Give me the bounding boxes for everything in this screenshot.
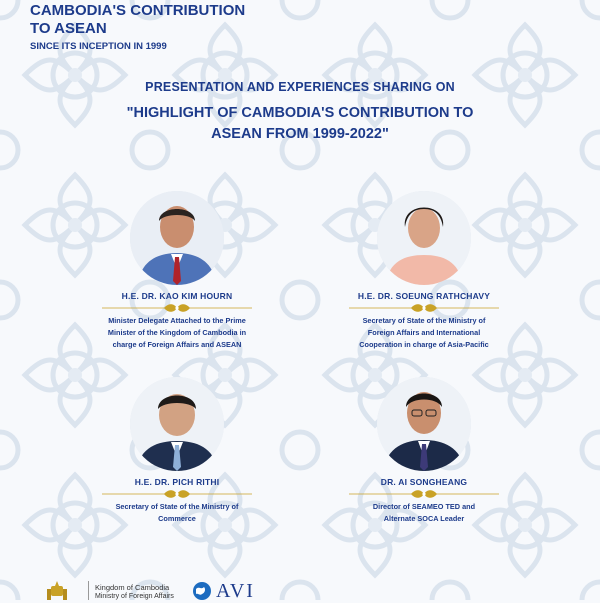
speaker-photo (130, 377, 224, 471)
royal-emblem-icon (44, 580, 70, 600)
speaker-title-line: Minister of the Kingdom of Cambodia in (107, 328, 247, 337)
presentation-line3: ASEAN FROM 1999-2022" (211, 126, 389, 142)
speaker-title (314, 501, 534, 525)
speaker-title-line: Secretary of State of the Ministry of (115, 502, 239, 511)
speaker-name: H.E. DR. KAO KIM HOURN (121, 291, 233, 301)
speaker-card-kao-kim-hourn (67, 191, 287, 351)
speaker-title-line: Foreign Affairs and International (367, 328, 481, 337)
footer-kingdom: Kingdom of Cambodia (95, 583, 170, 592)
ornament-divider (102, 303, 252, 313)
speaker-title-line: Alternate SOCA Leader (383, 514, 465, 523)
speaker-card-ai-songheang (314, 377, 534, 525)
ornament-divider (102, 489, 252, 499)
speaker-photo (377, 377, 471, 471)
presentation-line2: "HIGHLIGHT OF CAMBODIA'S CONTRIBUTION TO (126, 105, 474, 121)
speaker-title-line: charge of Foreign Affairs and ASEAN (112, 340, 242, 349)
footer-ministry: Ministry of Foreign Affairs (95, 593, 174, 600)
presentation-topic (0, 103, 600, 145)
speaker-name: H.E. DR. PICH RITHI (134, 477, 220, 487)
ornament-divider (349, 489, 499, 499)
speaker-photo (377, 191, 471, 285)
speaker-title-line: Minister Delegate Attached to the Prime (108, 316, 246, 325)
speaker-card-soeung-rathchavy (314, 191, 534, 351)
globe-icon (192, 581, 212, 601)
speaker-title (67, 315, 287, 351)
event-title-line2: TO ASEAN (30, 20, 107, 37)
speaker-name: H.E. DR. SOEUNG RATHCHAVY (357, 291, 491, 301)
footer-separator (88, 581, 89, 600)
speaker-title-line: Director of SEAMEO TED and (372, 502, 476, 511)
speaker-title (314, 315, 534, 351)
event-title-block (30, 2, 245, 52)
presentation-line1: PRESENTATION AND EXPERIENCES SHARING ON (145, 80, 455, 94)
event-subtitle: SINCE ITS INCEPTION IN 1999 (30, 41, 167, 52)
presentation-heading (0, 80, 600, 145)
event-title-line1: CAMBODIA'S CONTRIBUTION (30, 2, 246, 19)
speaker-title-line: Cooperation in charge of Asia-Pacific (359, 340, 489, 349)
speaker-name: DR. AI SONGHEANG (380, 477, 468, 487)
ornament-divider (349, 303, 499, 313)
speaker-title-line: Secretary of State of the Ministry of (362, 316, 486, 325)
avi-logo: AVI (216, 580, 255, 602)
speaker-card-pich-rithi (67, 377, 287, 525)
speaker-photo (130, 191, 224, 285)
footer-logos (44, 578, 304, 600)
speaker-title-line: Commerce (158, 514, 196, 523)
speaker-title (67, 501, 287, 525)
